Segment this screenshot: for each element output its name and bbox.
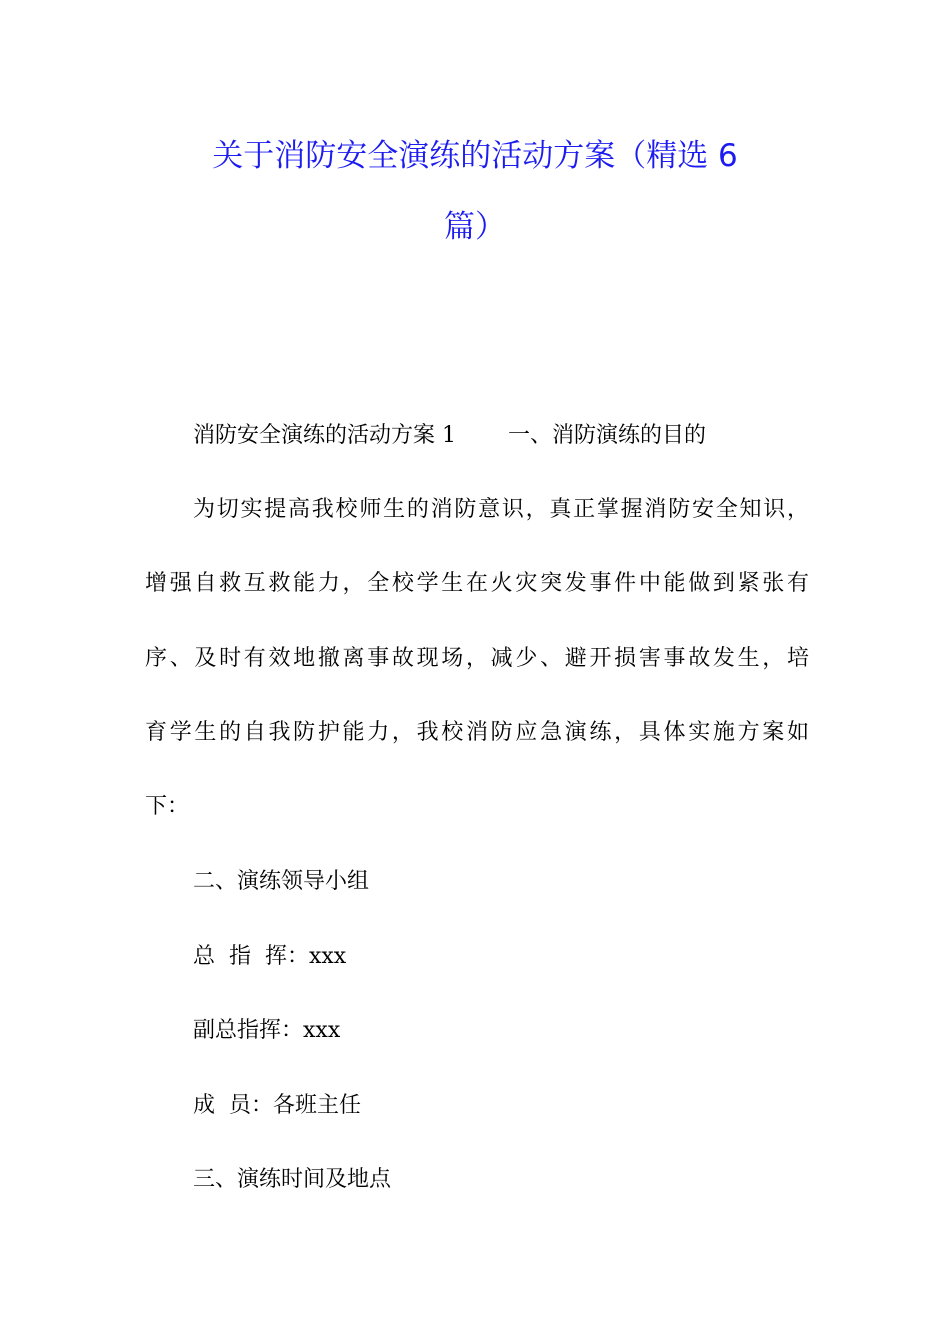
paragraph-line: 序、及时有效地撤离事故现场，减少、避开损害事故发生，培	[145, 646, 809, 671]
subheading-time-place: 三、演练时间及地点	[193, 1167, 392, 1192]
section-heading: 消防安全演练的活动方案 1	[193, 423, 456, 448]
leader-members: 成 员：各班主任	[193, 1093, 361, 1118]
document-title-line-1: 关于消防安全演练的活动方案（精选 6	[212, 138, 738, 174]
paragraph-line: 育学生的自我防护能力，我校消防应急演练，具体实施方案如	[145, 720, 809, 745]
paragraph-line: 增强自救互救能力，全校学生在火灾突发事件中能做到紧张有	[145, 571, 809, 596]
subheading-leadership: 二、演练领导小组	[193, 869, 370, 894]
leader-chief: 总 指 挥：xxx	[193, 944, 347, 969]
section-heading-row	[193, 421, 706, 451]
paragraph-line: 下：	[145, 794, 190, 819]
subheading-purpose: 一、消防演练的目的	[508, 423, 707, 448]
paragraph-line: 为切实提高我校师生的消防意识，真正掌握消防安全知识，	[193, 497, 809, 522]
document-title-line-2: 篇）	[444, 209, 506, 245]
leader-deputy: 副总指挥：xxx	[193, 1018, 341, 1043]
